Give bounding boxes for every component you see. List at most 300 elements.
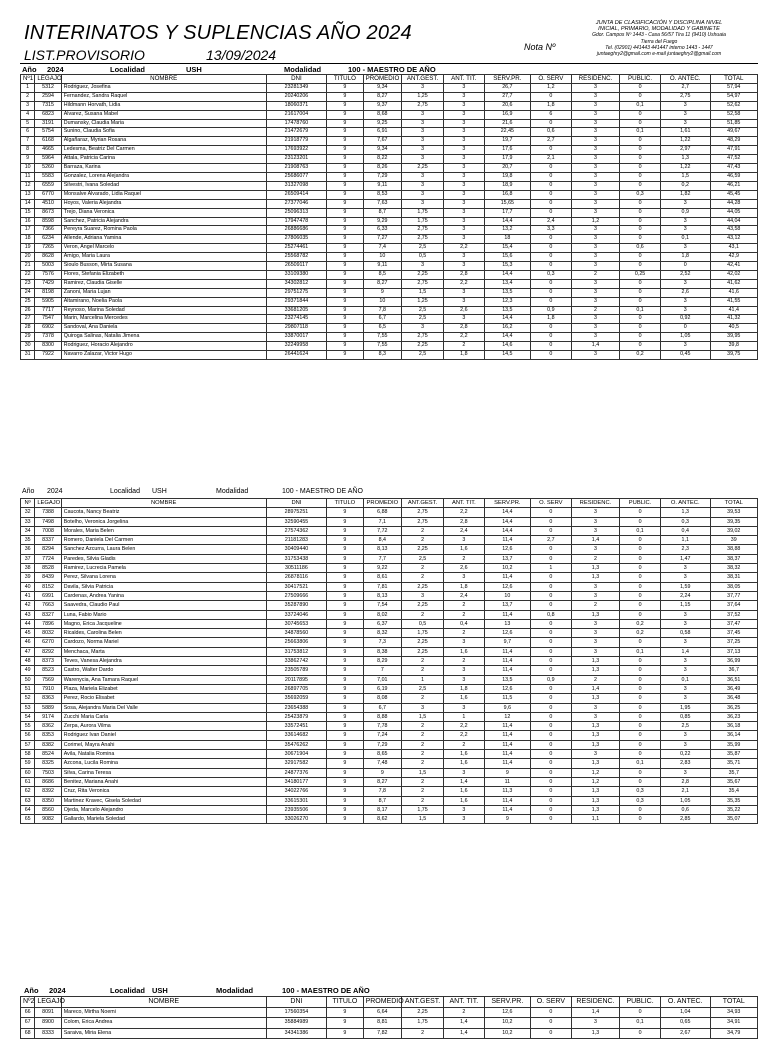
cell-ant-tit: 3 (443, 315, 484, 324)
cell-o-antec: 0,6 (660, 805, 710, 814)
cell-nombre: Zerpa, Aurora Vilma (61, 722, 266, 731)
cell-o-serv: 0 (530, 208, 571, 217)
cell-o-antec: 1,05 (660, 333, 710, 342)
cell-public: 0,2 (620, 351, 661, 360)
cell-serv-pr: 12,6 (484, 1007, 530, 1018)
cell-serv-pr: 22,45 (484, 128, 530, 137)
cell-residenc: 2 (571, 675, 619, 684)
cell-o-serv: 0 (530, 787, 571, 796)
cell-promedio: 9,22 (363, 564, 402, 573)
cell-total: 49,67 (710, 128, 757, 137)
cell-ant-tit: 3 (443, 190, 484, 199)
cell-o-antec: 3 (660, 638, 710, 647)
cell-nombre: Trejo, Diana Veronica (61, 208, 266, 217)
cell-total: 36,48 (710, 694, 757, 703)
cell-o-antec: 3 (660, 342, 710, 351)
cell-dni: 25663806 (266, 638, 327, 647)
cell-nombre: Hoyos, Valeria Alejandra (61, 199, 266, 208)
cell-nombre: Ramirez, Claudia Giselle (61, 279, 266, 288)
cell-total: 57,94 (710, 83, 757, 92)
cell-nombre: Quiroga Salinas, Natalia Jimena (61, 333, 266, 342)
cell-promedio: 8,65 (363, 750, 402, 759)
cell-nombre: Perez, Silvana Lorena (61, 573, 266, 582)
cell-total: 46,59 (710, 172, 757, 181)
cell-titulo: 9 (327, 508, 363, 517)
cell-public: 0 (620, 545, 661, 554)
cell-o-antec: 0,92 (660, 315, 710, 324)
cell-dni: 17947478 (266, 217, 327, 226)
cell-total: 36,99 (710, 657, 757, 666)
column-header-legajo: LEGAJO (35, 75, 61, 84)
cell-o-antec: 1,95 (660, 703, 710, 712)
cell-o-antec: 3 (660, 666, 710, 675)
cell-dni: 33614682 (266, 731, 327, 740)
cell-residenc: 1,3 (571, 694, 619, 703)
cell-promedio: 8,29 (363, 657, 402, 666)
table-row (21, 731, 758, 740)
cell-public: 0,1 (620, 647, 661, 656)
cell-residenc: 3 (571, 235, 619, 244)
column-header-ant-tit: ANT. TIT. (443, 499, 484, 508)
cell-residenc: 1,3 (571, 610, 619, 619)
cell-total: 39,53 (710, 508, 757, 517)
cell-total: 35,07 (710, 815, 757, 824)
cell-ant-tit: 2,8 (443, 324, 484, 333)
cell-dni: 25423879 (266, 712, 327, 721)
cell-total: 52,62 (710, 101, 757, 110)
cell-serv-pr: 10,2 (484, 1018, 530, 1029)
cell-o-antec: 2,8 (660, 777, 710, 786)
cell-dni: 33026270 (266, 815, 327, 824)
column-header-ant-gest: ANT.GEST. (402, 997, 444, 1008)
cell-legajo: 6823 (35, 110, 61, 119)
table-row (21, 619, 758, 628)
cell-ant-tit: 1,6 (443, 647, 484, 656)
cell-public: 0 (620, 610, 661, 619)
cell-o-serv: 2,4 (530, 217, 571, 226)
cell-nombre: Menchaca, Marta (61, 647, 266, 656)
cell-nombre: Corimel, Mayra Anahi (61, 740, 266, 749)
cell-o-serv: 0 (530, 694, 571, 703)
table-row (21, 768, 758, 777)
cell-promedio: 7,54 (363, 601, 402, 610)
header-rule (20, 63, 758, 64)
cell-nombre: Botelho, Veronica Jorgelina (61, 517, 266, 526)
cell-residenc: 3 (571, 517, 619, 526)
cell-num: 19 (21, 244, 35, 253)
cell-titulo: 9 (327, 297, 363, 306)
cell-legajo: 8350 (35, 796, 61, 805)
cell-ant-gest: 1,5 (402, 815, 444, 824)
cell-total: 36,25 (710, 703, 757, 712)
cell-dni: 30409440 (266, 545, 327, 554)
table-row (21, 740, 758, 749)
cell-public: 0,3 (620, 787, 661, 796)
cell-ant-gest: 2,25 (402, 164, 444, 173)
cell-titulo: 9 (327, 647, 363, 656)
cell-nombre: Ledesma, Beatriz Del Carmen (61, 146, 266, 155)
table-row (21, 629, 758, 638)
anio-label: Año (22, 488, 35, 495)
cell-dni: 34180177 (266, 777, 327, 786)
cell-promedio: 7,4 (363, 244, 402, 253)
cell-dni: 35287890 (266, 601, 327, 610)
column-header-dni: DNI (266, 75, 327, 84)
cell-serv-pr: 11,4 (484, 610, 530, 619)
cell-legajo: 4510 (35, 199, 61, 208)
cell-residenc: 2 (571, 306, 619, 315)
cell-titulo: 9 (327, 262, 363, 271)
cell-o-serv: 0 (530, 815, 571, 824)
column-header-ant-gest: ANT.GEST. (402, 75, 444, 84)
cell-o-serv: 0 (530, 722, 571, 731)
cell-titulo: 9 (327, 181, 363, 190)
cell-nombre: Saavedra, Claudio Paul (61, 601, 266, 610)
cell-o-serv: 0 (530, 1007, 571, 1018)
cell-ant-tit: 3 (443, 288, 484, 297)
document-title: INTERINATOS Y SUPLENCIAS AÑO 2024 (24, 22, 412, 44)
cell-o-antec: 0,1 (660, 235, 710, 244)
modalidad-value: 100 - MAESTRO DE AÑO (282, 488, 363, 495)
cell-dni: 17478760 (266, 119, 327, 128)
cell-residenc: 3 (571, 508, 619, 517)
cell-legajo: 7503 (35, 768, 61, 777)
table-row (21, 83, 758, 92)
cell-nombre: Sandoval, Ana Daniela (61, 324, 266, 333)
cell-public: 0 (620, 181, 661, 190)
table-row (21, 262, 758, 271)
cell-ant-tit: 2,4 (443, 591, 484, 600)
cell-nombre: Cardozo, Norma Mariel (61, 638, 266, 647)
cell-public: 0 (620, 657, 661, 666)
cell-ant-tit: 3 (443, 217, 484, 226)
cell-ant-tit: 2,2 (443, 731, 484, 740)
cell-titulo: 9 (327, 279, 363, 288)
cell-o-antec: 1,61 (660, 128, 710, 137)
cell-total: 41,32 (710, 315, 757, 324)
cell-ant-tit: 3 (443, 573, 484, 582)
junta-info (560, 20, 758, 57)
table-row (21, 155, 758, 164)
cell-public: 0 (620, 703, 661, 712)
cell-dni: 27377046 (266, 199, 327, 208)
cell-legajo: 7315 (35, 101, 61, 110)
cell-public: 0 (620, 1028, 661, 1039)
cell-legajo: 8292 (35, 647, 61, 656)
cell-serv-pr: 14,4 (484, 333, 530, 342)
cell-ant-gest: 2,5 (402, 244, 444, 253)
cell-ant-gest: 3 (402, 83, 444, 92)
cell-serv-pr: 16,2 (484, 324, 530, 333)
cell-num: 52 (21, 694, 35, 703)
cell-serv-pr: 11,4 (484, 750, 530, 759)
column-header-ant-tit: ANT. TIT. (443, 997, 484, 1008)
cell-legajo: 5889 (35, 703, 61, 712)
cell-o-antec: 3 (660, 694, 710, 703)
cell-ant-gest: 3 (402, 703, 444, 712)
cell-legajo: 5905 (35, 297, 61, 306)
cell-legajo: 5964 (35, 155, 61, 164)
cell-legajo: 8032 (35, 629, 61, 638)
cell-titulo: 9 (327, 545, 363, 554)
cell-nombre: Hildmann Horvath, Lidia (61, 101, 266, 110)
cell-o-antec: 1,04 (660, 1007, 710, 1018)
cell-o-antec: 0,2 (660, 181, 710, 190)
cell-num: 9 (21, 155, 35, 164)
table-row (21, 703, 758, 712)
cell-public: 0,2 (620, 619, 661, 628)
cell-nombre: Allende, Adriana Yamina (61, 235, 266, 244)
cell-ant-gest: 2 (402, 536, 444, 545)
cell-total: 48,29 (710, 137, 757, 146)
table-row (21, 199, 758, 208)
cell-o-serv: 0 (530, 1028, 571, 1039)
cell-ant-gest: 1,5 (402, 768, 444, 777)
cell-ant-tit: 3 (443, 297, 484, 306)
cell-serv-pr: 20,6 (484, 101, 530, 110)
cell-ant-tit: 1,6 (443, 694, 484, 703)
cell-num: 59 (21, 759, 35, 768)
cell-o-antec: 3 (660, 297, 710, 306)
cell-ant-gest: 2,75 (402, 101, 444, 110)
cell-serv-pr: 12,6 (484, 629, 530, 638)
cell-serv-pr: 9 (484, 768, 530, 777)
cell-titulo: 9 (327, 731, 363, 740)
cell-o-serv: 0 (530, 235, 571, 244)
cell-public: 0 (620, 324, 661, 333)
cell-nombre: Caucota, Nancy Beatriz (61, 508, 266, 517)
cell-total: 34,91 (710, 1018, 757, 1029)
cell-residenc: 3 (571, 199, 619, 208)
cell-public: 0 (620, 805, 661, 814)
cell-dni: 27574362 (266, 526, 327, 535)
table-row (21, 554, 758, 563)
cell-serv-pr: 14,4 (484, 315, 530, 324)
document-subtitle: LIST.PROVISORIO (24, 47, 145, 63)
cell-ant-tit: 3 (443, 262, 484, 271)
cell-titulo: 9 (327, 1018, 363, 1029)
cell-residenc: 3 (571, 703, 619, 712)
column-header-promedio: PROMEDIO (363, 75, 402, 84)
table-row (21, 1028, 758, 1039)
table-header-row (21, 499, 758, 508)
table-row (21, 217, 758, 226)
cell-ant-tit: 3 (443, 703, 484, 712)
cell-serv-pr: 14,4 (484, 508, 530, 517)
cell-public: 0 (620, 582, 661, 591)
cell-residenc: 3 (571, 750, 619, 759)
cell-total: 36,7 (710, 666, 757, 675)
cell-nombre: Zucchi Maria Carla (61, 712, 266, 721)
cell-serv-pr: 11,5 (484, 694, 530, 703)
cell-o-antec: 1,8 (660, 253, 710, 262)
cell-ant-gest: 3 (402, 190, 444, 199)
cell-titulo: 9 (327, 619, 363, 628)
cell-dni: 35692059 (266, 694, 327, 703)
cell-residenc: 3 (571, 137, 619, 146)
cell-residenc: 3 (571, 253, 619, 262)
modalidad-value: 100 - MAESTRO DE AÑO (348, 65, 436, 74)
cell-serv-pr: 10,2 (484, 1028, 530, 1039)
cell-residenc: 3 (571, 629, 619, 638)
column-header-nombre: NOMBRE (61, 75, 266, 84)
cell-serv-pr: 13,4 (484, 279, 530, 288)
cell-promedio: 7,8 (363, 306, 402, 315)
junta-line: juntaeghry2@gmail.com e-mail juntaeghry2@gmail.com (596, 51, 722, 58)
cell-total: 39,75 (710, 351, 757, 360)
cell-nombre: Benitez, Mariana Anahi (61, 777, 266, 786)
cell-dni: 35476262 (266, 740, 327, 749)
cell-ant-gest: 1 (402, 675, 444, 684)
cell-nombre: Saraiva, Miria Elena (61, 1028, 266, 1039)
cell-serv-pr: 17,6 (484, 146, 530, 155)
column-header-titulo: TITULO (327, 499, 363, 508)
table-row (21, 536, 758, 545)
cell-o-serv: 0 (530, 279, 571, 288)
cell-serv-pr: 13,7 (484, 554, 530, 563)
cell-residenc: 3 (571, 208, 619, 217)
cell-total: 37,77 (710, 591, 757, 600)
cell-public: 0,25 (620, 270, 661, 279)
cell-legajo: 8300 (35, 342, 61, 351)
cell-ant-gest: 3 (402, 181, 444, 190)
column-header-serv-pr: SERV.PR. (484, 75, 530, 84)
cell-ant-tit: 3 (443, 638, 484, 647)
column-header-legajo: LEGAJO (35, 499, 61, 508)
cell-public: 0 (620, 536, 661, 545)
localidad-value: USH (152, 986, 168, 995)
cell-titulo: 9 (327, 244, 363, 253)
cell-public: 0,1 (620, 759, 661, 768)
cell-dni: 33572451 (266, 722, 327, 731)
cell-o-antec: 1,4 (660, 647, 710, 656)
cell-o-serv: 6 (530, 110, 571, 119)
cell-ant-tit: 2 (443, 629, 484, 638)
table-row (21, 591, 758, 600)
cell-ant-tit: 3 (443, 235, 484, 244)
cell-o-serv: 0 (530, 342, 571, 351)
cell-num: 4 (21, 110, 35, 119)
cell-residenc: 3 (571, 315, 619, 324)
cell-ant-gest: 1,75 (402, 629, 444, 638)
cell-public: 0 (620, 217, 661, 226)
cell-promedio: 9,25 (363, 119, 402, 128)
cell-titulo: 9 (327, 554, 363, 563)
cell-dni: 31327098 (266, 181, 327, 190)
cell-o-serv: 0 (530, 573, 571, 582)
table-row (21, 172, 758, 181)
cell-o-serv: 0 (530, 731, 571, 740)
cell-public: 0 (620, 768, 661, 777)
cell-ant-tit: 2 (443, 554, 484, 563)
table-row (21, 146, 758, 155)
cell-legajo: 8900 (35, 1018, 61, 1029)
cell-total: 39 (710, 536, 757, 545)
cell-o-serv: 0 (530, 647, 571, 656)
cell-dni: 26878116 (266, 573, 327, 582)
cell-dni: 25686077 (266, 172, 327, 181)
cell-nombre: Perez, Rocio Elisabet (61, 694, 266, 703)
cell-o-serv: 1,2 (530, 83, 571, 92)
table-row (21, 601, 758, 610)
cell-ant-gest: 2 (402, 740, 444, 749)
cell-dni: 33870017 (266, 333, 327, 342)
column-header-residenc: RESIDENC. (571, 75, 619, 84)
cell-o-serv: 0 (530, 777, 571, 786)
cell-public: 0 (620, 750, 661, 759)
cell-num: 21 (21, 262, 35, 271)
table-row (21, 564, 758, 573)
cell-legajo: 7910 (35, 684, 61, 693)
cell-total: 36,14 (710, 731, 757, 740)
cell-num: 1 (21, 83, 35, 92)
cell-legajo: 8362 (35, 722, 61, 731)
cell-nombre: Ramirez, Lucrecia Pamela (61, 564, 266, 573)
column-header-titulo: TITULO (327, 75, 363, 84)
cell-titulo: 9 (327, 740, 363, 749)
cell-total: 35,87 (710, 750, 757, 759)
cell-o-serv: 0 (530, 333, 571, 342)
column-header-nombre: NOMBRE (61, 499, 266, 508)
cell-legajo: 5583 (35, 172, 61, 181)
cell-o-antec: 0,22 (660, 750, 710, 759)
cell-total: 42,02 (710, 270, 757, 279)
cell-o-antec: 2,75 (660, 92, 710, 101)
cell-o-antec: 1,05 (660, 796, 710, 805)
cell-titulo: 9 (327, 601, 363, 610)
cell-o-antec: 3 (660, 610, 710, 619)
cell-total: 37,52 (710, 610, 757, 619)
cell-o-serv: 0 (530, 172, 571, 181)
cell-titulo: 9 (327, 684, 363, 693)
table-row (21, 517, 758, 526)
cell-num: 15 (21, 208, 35, 217)
cell-total: 39,35 (710, 517, 757, 526)
cell-total: 47,91 (710, 146, 757, 155)
table-row (21, 722, 758, 731)
column-header-legajo: LEGAJO (35, 997, 61, 1008)
cell-public: 0,1 (620, 128, 661, 137)
cell-total: 47,43 (710, 164, 757, 173)
cell-o-serv: 0 (530, 629, 571, 638)
cell-o-antec: 2,97 (660, 146, 710, 155)
table-row (21, 638, 758, 647)
cell-promedio: 7,3 (363, 638, 402, 647)
cell-o-serv: 0 (530, 684, 571, 693)
cell-total: 35,35 (710, 796, 757, 805)
cell-o-serv: 0,9 (530, 306, 571, 315)
cell-legajo: 5260 (35, 164, 61, 173)
cell-residenc: 1,3 (571, 666, 619, 675)
table-row (21, 787, 758, 796)
cell-ant-tit: 1,6 (443, 545, 484, 554)
cell-num: 37 (21, 554, 35, 563)
cell-titulo: 9 (327, 591, 363, 600)
cell-nombre: Morales, Maria Belen (61, 526, 266, 535)
cell-num: 55 (21, 722, 35, 731)
cell-ant-gest: 2,75 (402, 279, 444, 288)
cell-promedio: 9,11 (363, 262, 402, 271)
cell-o-serv: 0 (530, 638, 571, 647)
cell-residenc: 1,3 (571, 1028, 619, 1039)
cell-o-serv: 3,3 (530, 226, 571, 235)
cell-dni: 20240206 (266, 92, 327, 101)
cell-legajo: 8337 (35, 536, 61, 545)
localidad-value: USH (152, 488, 167, 495)
cell-legajo: 9082 (35, 815, 61, 824)
cell-serv-pr: 15,65 (484, 199, 530, 208)
cell-total: 47,52 (710, 155, 757, 164)
